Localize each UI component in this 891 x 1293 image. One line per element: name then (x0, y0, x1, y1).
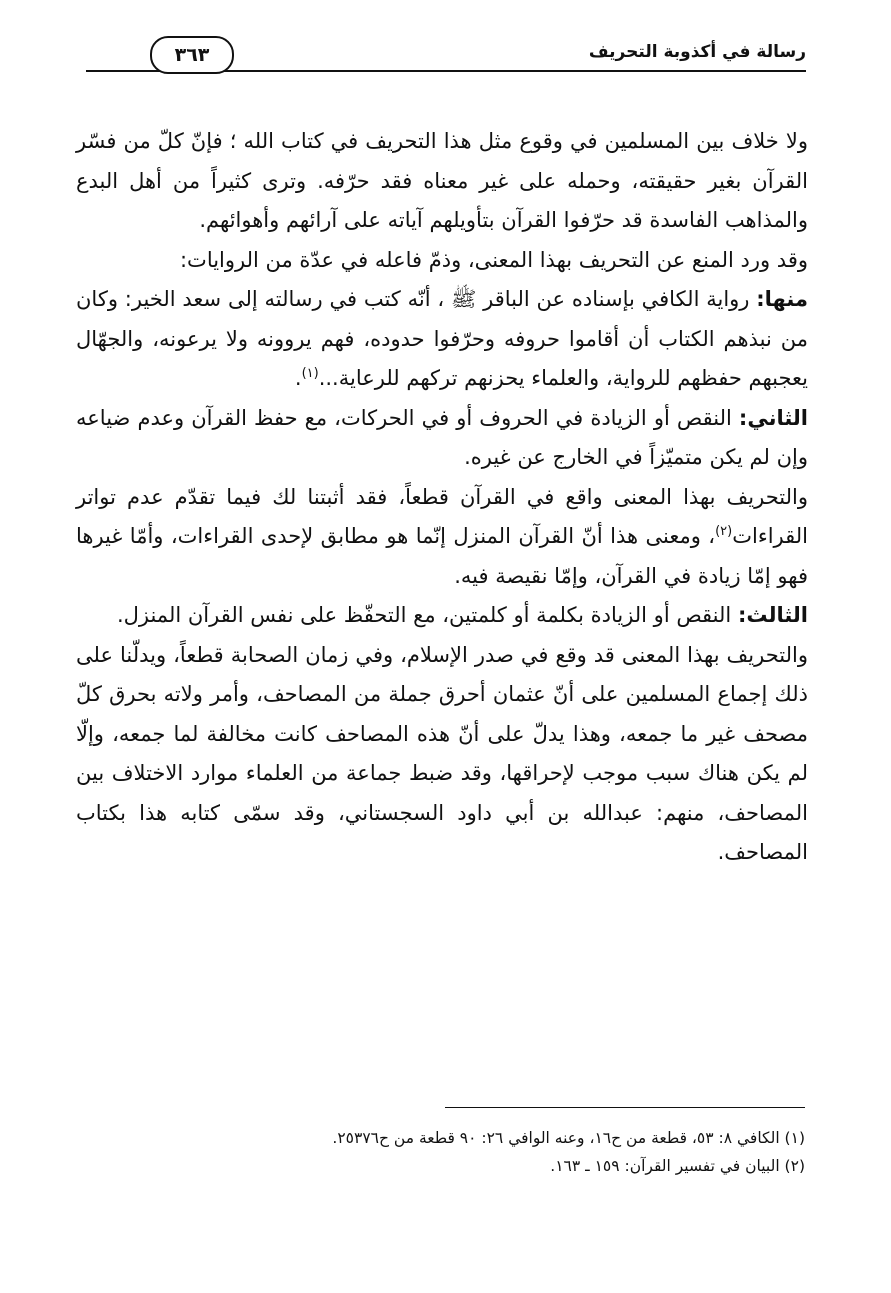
main-text (76, 122, 808, 873)
footnote-2: (٢) البيان في تفسير القرآن: ١٥٩ ـ ١٦٣. (550, 1157, 805, 1175)
paragraph-2: وقد ورد المنع عن التحريف بهذا المعنى، وذمّ فاعله في عدّة من الروايات: (179, 247, 808, 272)
paragraph-3-end: . (294, 366, 302, 390)
paragraph-6-text: النقص أو الزيادة بكلمة أو كلمتين، مع التحفّظ على نفس القرآن المنزل. (116, 603, 738, 627)
footnote-rule (445, 1107, 805, 1108)
paragraph-3-text: رواية الكافي بإسناده عن الباقر ﷺ ، أنّه كتب في رسالته إلى سعد الخير: وكان من نبذهم الكتاب أن أقاموا حروفه وحرّفوا حدوده، فهم يروونه ولا يرعونه، والجهّال يعجبهم حفظهم للرواية، والعلماء يحزنهم تركهم للرعاية... (76, 287, 808, 390)
term-minha: منها: (756, 287, 808, 311)
footnote-ref-1: (١) (301, 366, 319, 381)
page-header (86, 36, 806, 72)
term-third: الثالث: (737, 603, 808, 627)
paragraph-1: ولا خلاف بين المسلمين في وقوع مثل هذا التحريف في كتاب الله ؛ فإنّ كلّ من فسّر القرآن بغير حقيقته، وحمله على غير معناه فقد حرّفه. وترى كثيراً من أهل البدع والمذاهب الفاسدة قد حرّفوا القرآن بتأويلهم آياته على آرائهم وأهوائهم. (76, 129, 808, 232)
footnote-1: (١) الكافي ٨: ٥٣، قطعة من ح١٦، وعنه الوافي ٢٦: ٩٠ قطعة من ح٢٥٣٧٦. (332, 1129, 805, 1147)
paragraph-5-b: ، ومعنى هذا أنّ القرآن المنزل إنّما هو مطابق لإحدى القراءات، وأمّا غيرها فهو إمّا زيادة في القرآن، وإمّا نقيصة فيه. (76, 524, 808, 588)
paragraph-4-text: النقص أو الزيادة في الحروف أو في الحركات، مع حفظ القرآن وعدم ضياعه وإن لم يكن متميّزاً في الخارج عن غيره. (76, 405, 808, 469)
paragraph-7: والتحريف بهذا المعنى قد وقع في صدر الإسلام، وفي زمان الصحابة قطعاً، ويدلّنا على ذلك إجماع المسلمين على أنّ عثمان أحرق جملة من المصاحف، وأمر ولاته بحرق كلّ مصحف غير ما جمعه، وهذا يدلّ على أنّ هذه المصاحف كانت مخالفة لما جمعه، وإلّا لم يكن هناك سبب موجب لإحراقها، وقد ضبط جماعة من العلماء موارد الاختلاف بين المصاحف، منهم: عبدالله بن أبي داود السجستاني، وقد سمّى كتابه هذا بكتاب المصاحف. (76, 642, 808, 864)
footnote-ref-2: (٢) (715, 524, 733, 539)
term-second: الثاني: (738, 405, 808, 430)
paragraph-4 (76, 399, 808, 478)
paragraph-6 (76, 596, 808, 636)
footnotes (85, 1124, 805, 1180)
paragraph-5-a: والتحريف بهذا المعنى واقع في القرآن قطعاً، فقد أثبتنا لك فيما تقدّم عدم تواتر القراءات (76, 484, 808, 548)
page-number: ٣٦٣ (150, 36, 234, 74)
running-title: رسالة في أكذوبة التحريف (588, 42, 806, 62)
paragraph-5 (76, 478, 808, 597)
paragraph-3 (76, 280, 808, 399)
